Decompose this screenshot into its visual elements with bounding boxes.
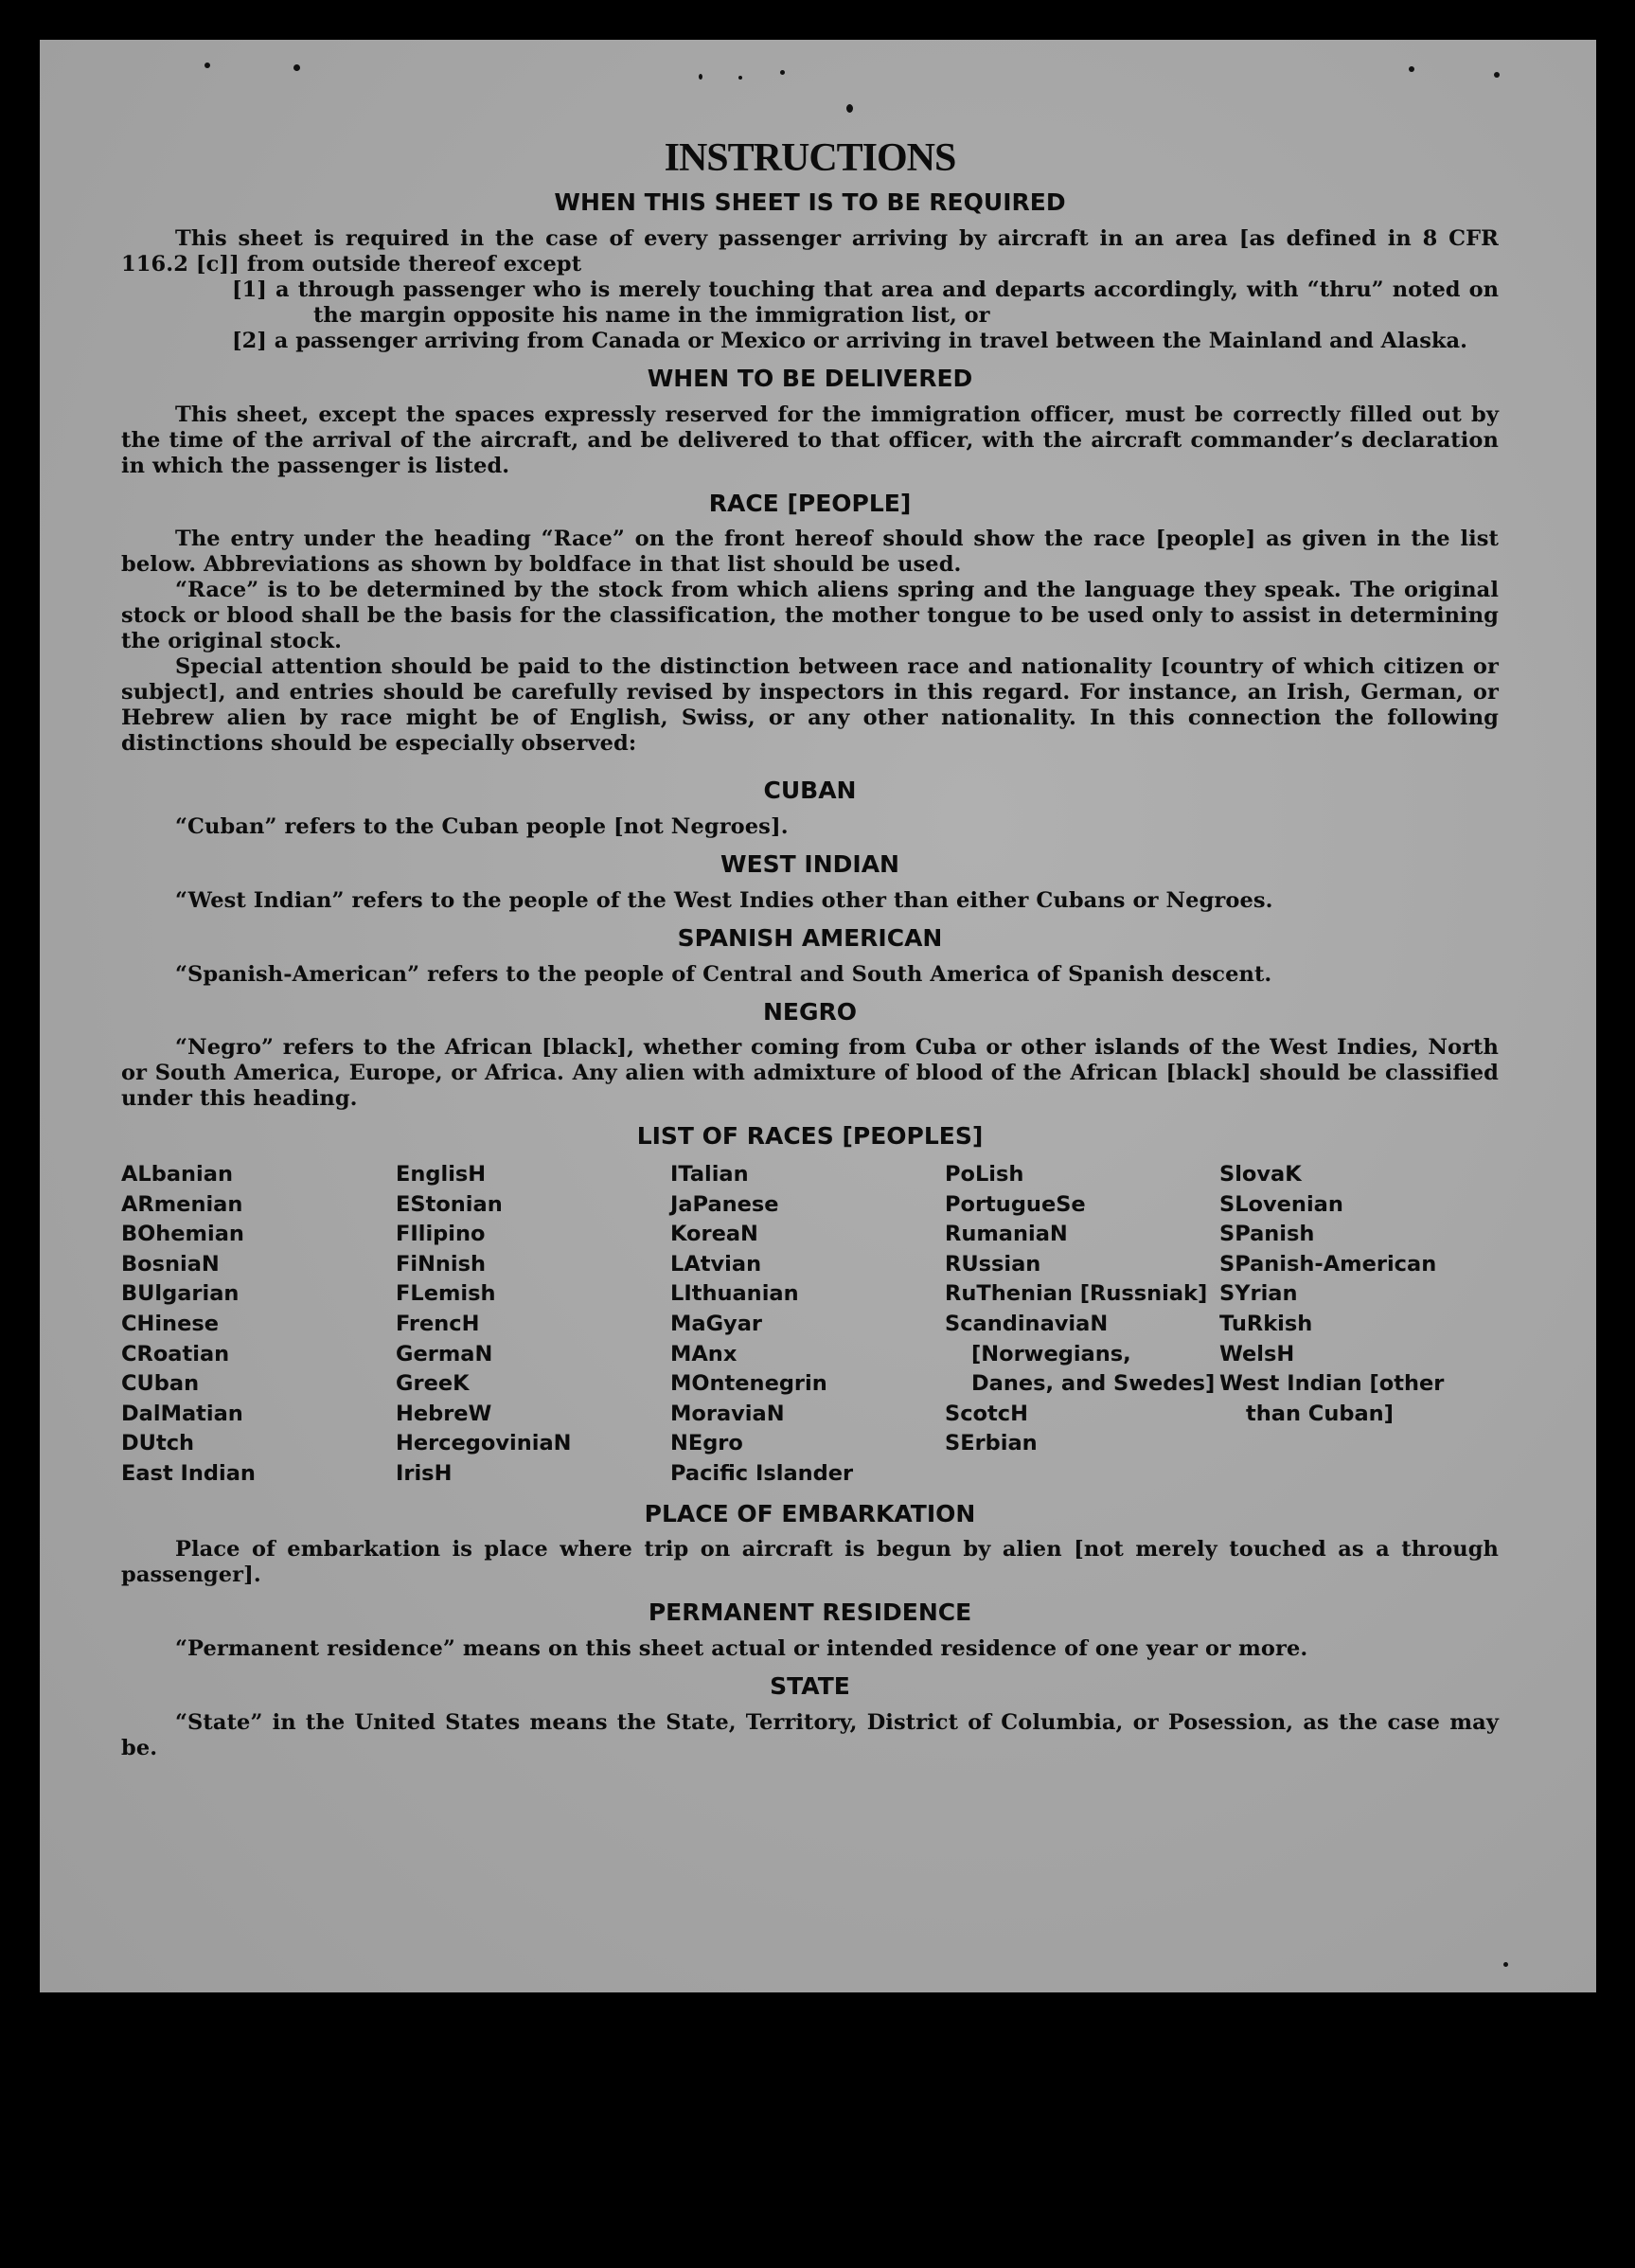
embarkation-text: Place of embarkation is place where trip on aircraft is begun by alien [not merely touched as a through passenger]. [121, 1537, 1499, 1588]
race-entry: KoreaN [670, 1222, 758, 1247]
race-entry: BosniaN [121, 1251, 220, 1277]
race-entry: MaGyar [670, 1311, 762, 1336]
heading-cuban: CUBAN [763, 777, 857, 805]
races-table [121, 1160, 1499, 1490]
races-column-1 [121, 1160, 396, 1490]
race-entry: East Indian [121, 1460, 256, 1486]
race-entry: FIlipino [396, 1222, 486, 1247]
race-entry: GreeK [396, 1371, 470, 1397]
cuban-text: “Cuban” refers to the Cuban people [not Negroes]. [175, 814, 789, 839]
race-entry: GermaN [396, 1341, 493, 1366]
race-entry: HebreW [396, 1401, 492, 1426]
race-entry: CRoatian [121, 1341, 230, 1366]
heading-west-indian: WEST INDIAN [720, 850, 899, 878]
scan-speck [293, 64, 300, 71]
race-entry: JaPanese [670, 1191, 779, 1217]
race-entry: WelsH [1219, 1341, 1295, 1366]
race-entry: LIthuanian [670, 1281, 799, 1307]
state-text: “State” in the United States means the State, Territory, District of Columbia, or Posession, as the case may be. [121, 1709, 1499, 1760]
race-entry: CUban [121, 1371, 200, 1397]
race-entry: FiNnish [396, 1251, 487, 1277]
race-entry: ALbanian [121, 1162, 233, 1187]
heading-when-delivered: WHEN TO BE DELIVERED [647, 364, 973, 392]
scan-speck [1503, 1962, 1508, 1967]
race-entry: LAtvian [670, 1251, 762, 1277]
race-entry: ScotcH [945, 1401, 1028, 1426]
race-entry: RuThenian [Russniak] [945, 1281, 1208, 1307]
race-entry: MAnx [670, 1341, 738, 1366]
race-entry: NEgro [670, 1431, 743, 1456]
heading-list-of-races: LIST OF RACES [PEOPLES] [636, 1122, 984, 1151]
scan-speck [1494, 72, 1500, 78]
heading-spanish-american: SPANISH AMERICAN [677, 923, 943, 952]
races-column-5 [1219, 1160, 1499, 1490]
race-paragraph-1: The entry under the heading “Race” on the front hereof should show the race [people] as given in the list below. Abbreviations as shown by boldface in that list should be used. [121, 527, 1499, 578]
race-entry: SPanish-American [1219, 1251, 1437, 1277]
residence-text: “Permanent residence” means on this sheet actual or intended residence of one year or more. [175, 1636, 1308, 1662]
race-entry: ITalian [670, 1162, 749, 1187]
race-entry: DUtch [121, 1431, 195, 1456]
race-entry: DalMatian [121, 1401, 243, 1426]
scan-speck [1409, 66, 1414, 72]
race-entry: PortugueSe [945, 1191, 1086, 1217]
document-sheet [40, 40, 1596, 1992]
race-entry: RumaniaN [945, 1222, 1068, 1247]
race-entry: Pacific Islander [670, 1460, 854, 1486]
scan-speck [738, 76, 742, 80]
race-paragraph-3: Special attention should be paid to the distinction between race and nationality [country of which citizen or subject], and entries should be carefully revised by inspectors in this regard. For instance, an Irish, German, or Hebrew alien by race might be of English, Swiss, or any other nationality. In this connection the following distinctions should be especially observed: [121, 654, 1499, 757]
when-required-intro: This sheet is required in the case of every passenger arriving by aircraft in an area [as defined in 8 CFR 116.2 [c]] from outside thereof except [121, 225, 1499, 277]
race-entry: West Indian [other than Cuban] [1219, 1371, 1445, 1426]
race-entry: ARmenian [121, 1191, 243, 1217]
heading-negro: NEGRO [762, 997, 858, 1026]
race-entry: IrisH [396, 1460, 453, 1486]
race-entry: SYrian [1219, 1281, 1298, 1307]
when-delivered-text: This sheet, except the spaces expressly reserved for the immigration officer, must be correctly filled out by the time of the arrival of the aircraft, and be delivered to that officer, with the aircraft commander’s declaration in which the passenger is listed. [121, 402, 1499, 478]
heading-race: RACE [PEOPLE] [708, 489, 912, 517]
scan-speck [699, 74, 702, 80]
race-entry: RUssian [945, 1251, 1041, 1277]
race-entry: FLemish [396, 1281, 496, 1307]
races-column-3 [670, 1160, 945, 1490]
west-indian-text: “West Indian” refers to the people of the West Indies other than either Cubans or Negroes. [175, 887, 1273, 913]
race-entry: SlovaK [1219, 1162, 1302, 1187]
race-entry: BUlgarian [121, 1281, 240, 1307]
race-entry: EStonian [396, 1191, 503, 1217]
race-entry: SLovenian [1219, 1191, 1343, 1217]
race-entry: CHinese [121, 1311, 219, 1336]
instructions-content [121, 138, 1499, 1761]
race-entry: MOntenegrin [670, 1371, 827, 1397]
race-entry: TuRkish [1219, 1311, 1313, 1336]
heading-state: STATE [770, 1672, 850, 1701]
race-entry: HercegoviniaN [396, 1431, 572, 1456]
race-entry: FrencH [396, 1311, 480, 1336]
races-column-2 [396, 1160, 670, 1490]
race-entry: BOhemian [121, 1222, 244, 1247]
race-paragraph-2: “Race” is to be determined by the stock from which aliens spring and the language they speak. The original stock or blood shall be the basis for the classification, the mother tongue to be used only to assist in determining the original stock. [121, 578, 1499, 654]
heading-place-of-embarkation: PLACE OF EMBARKATION [644, 1499, 976, 1527]
race-entry: PoLish [945, 1162, 1024, 1187]
race-entry: ScandinaviaN [Norwegians, Danes, and Swedes] [945, 1311, 1216, 1397]
scan-speck [780, 70, 785, 75]
document-title: INSTRUCTIONS [664, 136, 956, 180]
race-entry: EnglisH [396, 1162, 487, 1187]
scan-speck [846, 104, 853, 113]
heading-permanent-residence: PERMANENT RESIDENCE [648, 1598, 972, 1627]
race-entry: MoraviaN [670, 1401, 785, 1426]
heading-when-required: WHEN THIS SHEET IS TO BE REQUIRED [554, 188, 1066, 216]
race-entry: SPanish [1219, 1222, 1315, 1247]
races-column-4 [945, 1160, 1219, 1490]
negro-text: “Negro” refers to the African [black], whether coming from Cuba or other islands of the West Indies, North or South America, Europe, or Africa. Any alien with admixture of blood of the African [black] should be classified under this heading. [121, 1035, 1499, 1112]
exception-item-1: [1] a through passenger who is merely touching that area and departs accordingly, with “thru” noted on the margin opposite his name in the immigration list, or [232, 277, 1499, 328]
scan-speck [204, 63, 210, 68]
spanish-american-text: “Spanish-American” refers to the people of Central and South America of Spanish descent. [175, 961, 1272, 987]
race-entry: SErbian [945, 1431, 1038, 1456]
exception-item-2: [2] a passenger arriving from Canada or Mexico or arriving in travel between the Mainland and Alaska. [232, 328, 1467, 353]
